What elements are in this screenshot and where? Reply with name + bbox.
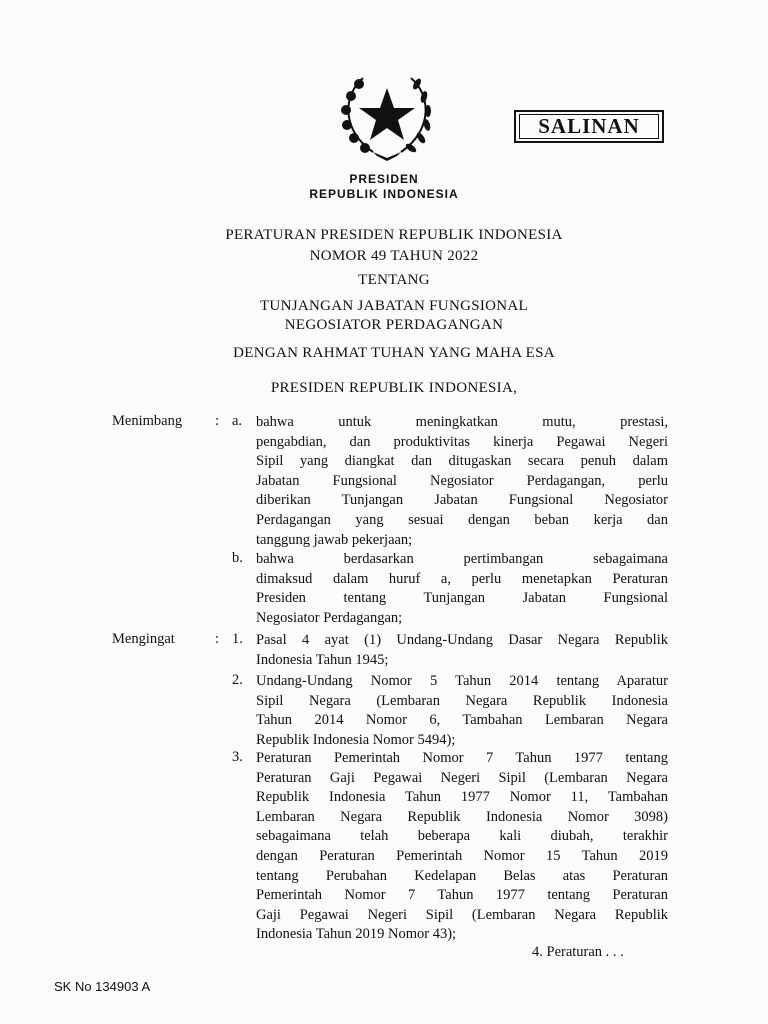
text-line: dengan Peraturan Pemerintah Nomor 15 Tahun 2019 xyxy=(256,847,668,864)
menimbang-marker-b: b. xyxy=(232,550,243,566)
text-line: pengabdian, dan produktivitas kinerja Pegawai Negeri xyxy=(256,433,668,450)
text-line: tanggung jawab pekerjaan; xyxy=(256,531,413,548)
text-line: Sipil Negara (Lembaran Negara Republik Indonesia xyxy=(256,692,668,709)
text-line: Presiden tentang Tunjangan Jabatan Fungsional xyxy=(256,590,668,607)
menimbang-item-b xyxy=(256,550,668,628)
text-line: dimaksud dalam huruf a, perlu menetapkan Peraturan xyxy=(256,570,668,587)
menimbang-label: Menimbang xyxy=(112,413,183,429)
text-line: Tahun 2014 Nomor 6, Tambahan Lembaran Negara xyxy=(256,712,668,729)
office-line-1: PRESIDEN xyxy=(349,172,419,186)
text-line: Jabatan Fungsional Negosiator Perdagangan, perlu xyxy=(256,472,668,489)
text-line: Indonesia Tahun 2019 Nomor 43); xyxy=(256,926,457,943)
mengingat-colon: : xyxy=(215,631,220,647)
text-line: Republik Indonesia Tahun 1977 Nomor 11, Tambahan xyxy=(256,789,668,806)
text-line: Gaji Pegawai Negeri Sipil (Lembaran Negara Republik xyxy=(256,906,668,923)
text-line: bahwa untuk meningkatkan mutu, prestasi, xyxy=(256,414,668,430)
mengingat-item-3 xyxy=(256,749,668,945)
text-line: Pemerintah Nomor 7 Tahun 1977 tentang Peraturan xyxy=(256,887,668,904)
text-line: Negosiator Perdagangan; xyxy=(256,609,403,626)
text-line: tentang Perubahan Kedelapan Belas atas Peraturan xyxy=(256,867,668,884)
mengingat-item-1 xyxy=(256,631,668,670)
text-line: Peraturan Pemerintah Nomor 7 Tahun 1977 tentang xyxy=(256,750,668,766)
office-line-2: REPUBLIK INDONESIA xyxy=(309,187,459,201)
mengingat-marker-3: 3. xyxy=(232,749,243,765)
blessing-line: DENGAN RAHMAT TUHAN YANG MAHA ESA xyxy=(233,345,555,361)
mengingat-item-2 xyxy=(256,672,668,750)
tentang-label: TENTANG xyxy=(358,272,430,288)
text-line: bahwa berdasarkan pertimbangan sebagaimana xyxy=(256,551,668,567)
salinan-label: SALINAN xyxy=(519,114,659,139)
text-line: Lembaran Negara Republik Indonesia Nomor 3098) xyxy=(256,808,668,825)
menimbang-colon: : xyxy=(215,413,220,429)
text-line: Undang-Undang Nomor 5 Tahun 2014 tentang Aparatur xyxy=(256,673,668,689)
text-line: Pasal 4 ayat (1) Undang-Undang Dasar Negara Republik xyxy=(256,632,668,648)
mengingat-marker-1: 1. xyxy=(232,631,243,647)
mengingat-label: Mengingat xyxy=(112,631,175,647)
text-line: Peraturan Gaji Pegawai Negeri Sipil (Lembaran Negara xyxy=(256,769,668,786)
menimbang-marker-a: a. xyxy=(232,413,243,429)
text-line: diberikan Tunjangan Jabatan Fungsional Negosiator xyxy=(256,492,668,509)
presidential-star-emblem-icon xyxy=(333,70,441,162)
text-line: Indonesia Tahun 1945; xyxy=(256,651,389,668)
subject-line-2: NEGOSIATOR PERDAGANGAN xyxy=(284,317,504,333)
mengingat-marker-2: 2. xyxy=(232,672,243,688)
president-line: PRESIDEN REPUBLIK INDONESIA, xyxy=(270,380,518,396)
salinan-stamp xyxy=(514,110,664,143)
regulation-title: PERATURAN PRESIDEN REPUBLIK INDONESIA xyxy=(225,227,563,243)
text-line: Perdagangan yang sesuai dengan beban kerja dan xyxy=(256,511,668,528)
regulation-number: NOMOR 49 TAHUN 2022 xyxy=(309,248,479,264)
text-line: sebagaimana telah beberapa kali diubah, terakhir xyxy=(256,828,668,845)
text-line: Republik Indonesia Nomor 5494); xyxy=(256,731,456,748)
menimbang-item-a xyxy=(256,413,668,550)
text-line: Sipil yang diangkat dan ditugaskan secara penuh dalam xyxy=(256,453,668,470)
next-page-catchword: 4. Peraturan . . . xyxy=(532,944,624,960)
footer-code: SK No 134903 A xyxy=(54,979,151,994)
subject-line-1: TUNJANGAN JABATAN FUNGSIONAL xyxy=(259,298,529,314)
